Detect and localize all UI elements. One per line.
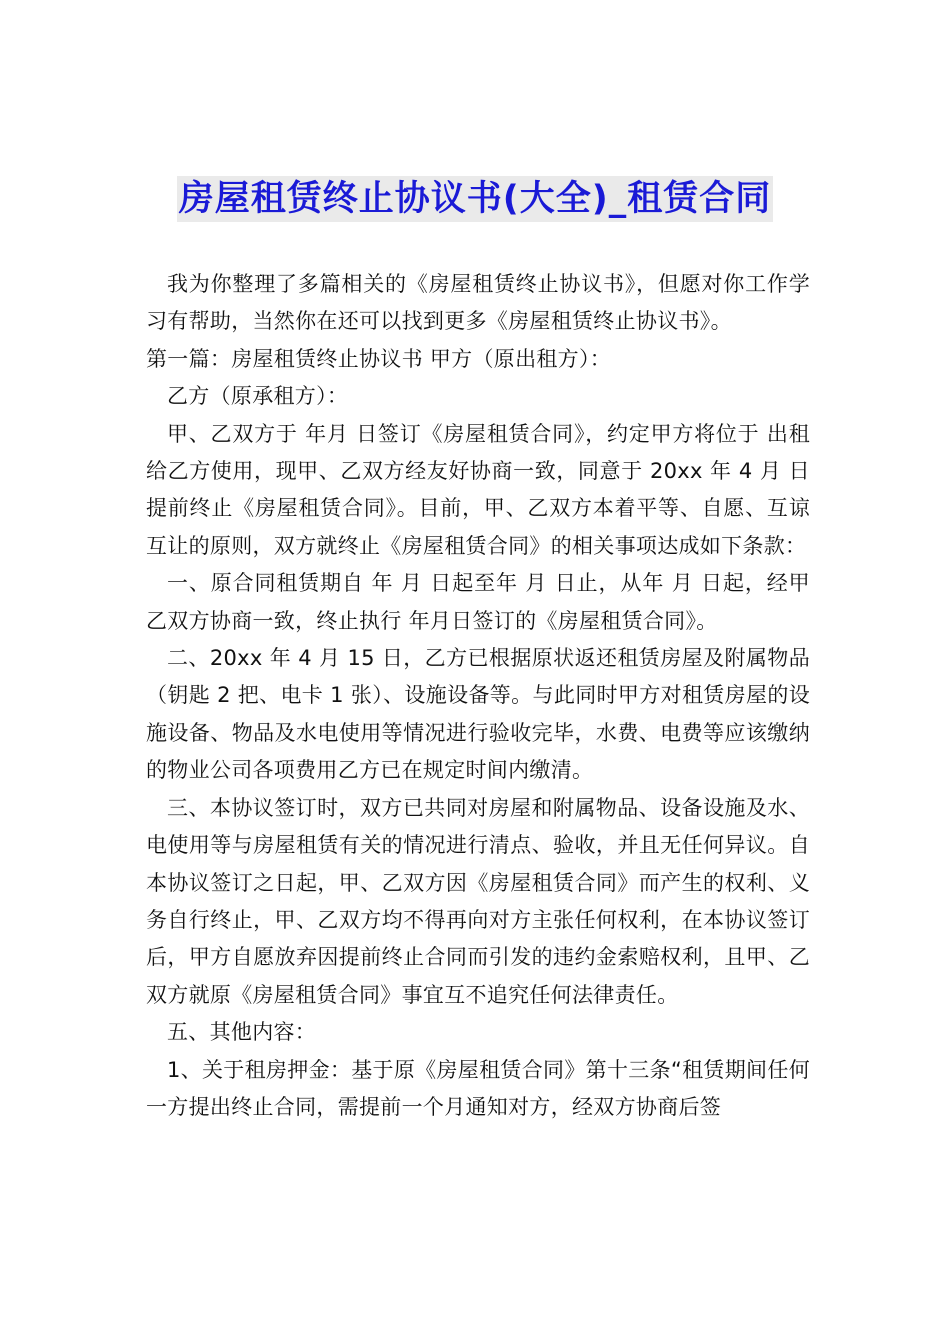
clause-two-paragraph: 二、20xx 年 4 月 15 日，乙方已根据原状返还租赁房屋及附属物品（钥匙 2 把、电卡 1 张）、设施设备等。与此同时甲方对租赁房屋的设施设备、物品及水电使用等情况进行验收完毕，水费、电费等应该缴纳的物业公司各项费用乙方已在规定时间内缴清。 [146,646,810,783]
document-body [146,266,810,1126]
clause-five-heading: 五、其他内容： [167,1020,317,1045]
title-container [0,176,950,222]
clause-one-paragraph: 一、原合同租赁期自 年 月 日起至年 月 日止，从年 月 日起，经甲乙双方协商一致，终止执行 年月日签订的《房屋租赁合同》。 [146,571,810,633]
intro-paragraph: 我为你整理了多篇相关的《房屋租赁终止协议书》，但愿对你工作学习有帮助，当然你在还可以找到更多《房屋租赁终止协议书》。 [146,272,810,334]
party-b-paragraph: 乙方（原承租方）： [167,384,349,409]
document-title: 房屋租赁终止协议书(大全)_租赁合同 [177,176,774,222]
clause-three-paragraph: 三、本协议签订时，双方已共同对房屋和附属物品、设备设施及水、电使用等与房屋租赁有关的情况进行清点、验收，并且无任何异议。自本协议签订之日起，甲、乙双方因《房屋租赁合同》而产生的权利、义务自行终止，甲、乙双方均不得再向对方主张任何权利，在本协议签订后，甲方自愿放弃因提前终止合同而引发的违约金索赔权利，且甲、乙双方就原《房屋租赁合同》事宜互不追究任何法律责任。 [146,795,810,1007]
clause-five-item-one: 1、关于租房押金：基于原《房屋租赁合同》第十三条“租赁期间任何一方提出终止合同，需提前一个月通知对方，经双方协商后签 [146,1057,810,1119]
section-heading-paragraph: 第一篇：房屋租赁终止协议书 甲方（原出租方）： [146,346,612,371]
agreement-paragraph: 甲、乙双方于 年月 日签订《房屋租赁合同》，约定甲方将位于 出租给乙方使用，现甲、乙双方经友好协商一致，同意于 20xx 年 4 月 日提前终止《房屋租赁合同》。目前，甲、乙双方本着平等、自愿、互谅互让的原则，双方就终止《房屋租赁合同》的相关事项达成如下条款： [146,421,810,558]
